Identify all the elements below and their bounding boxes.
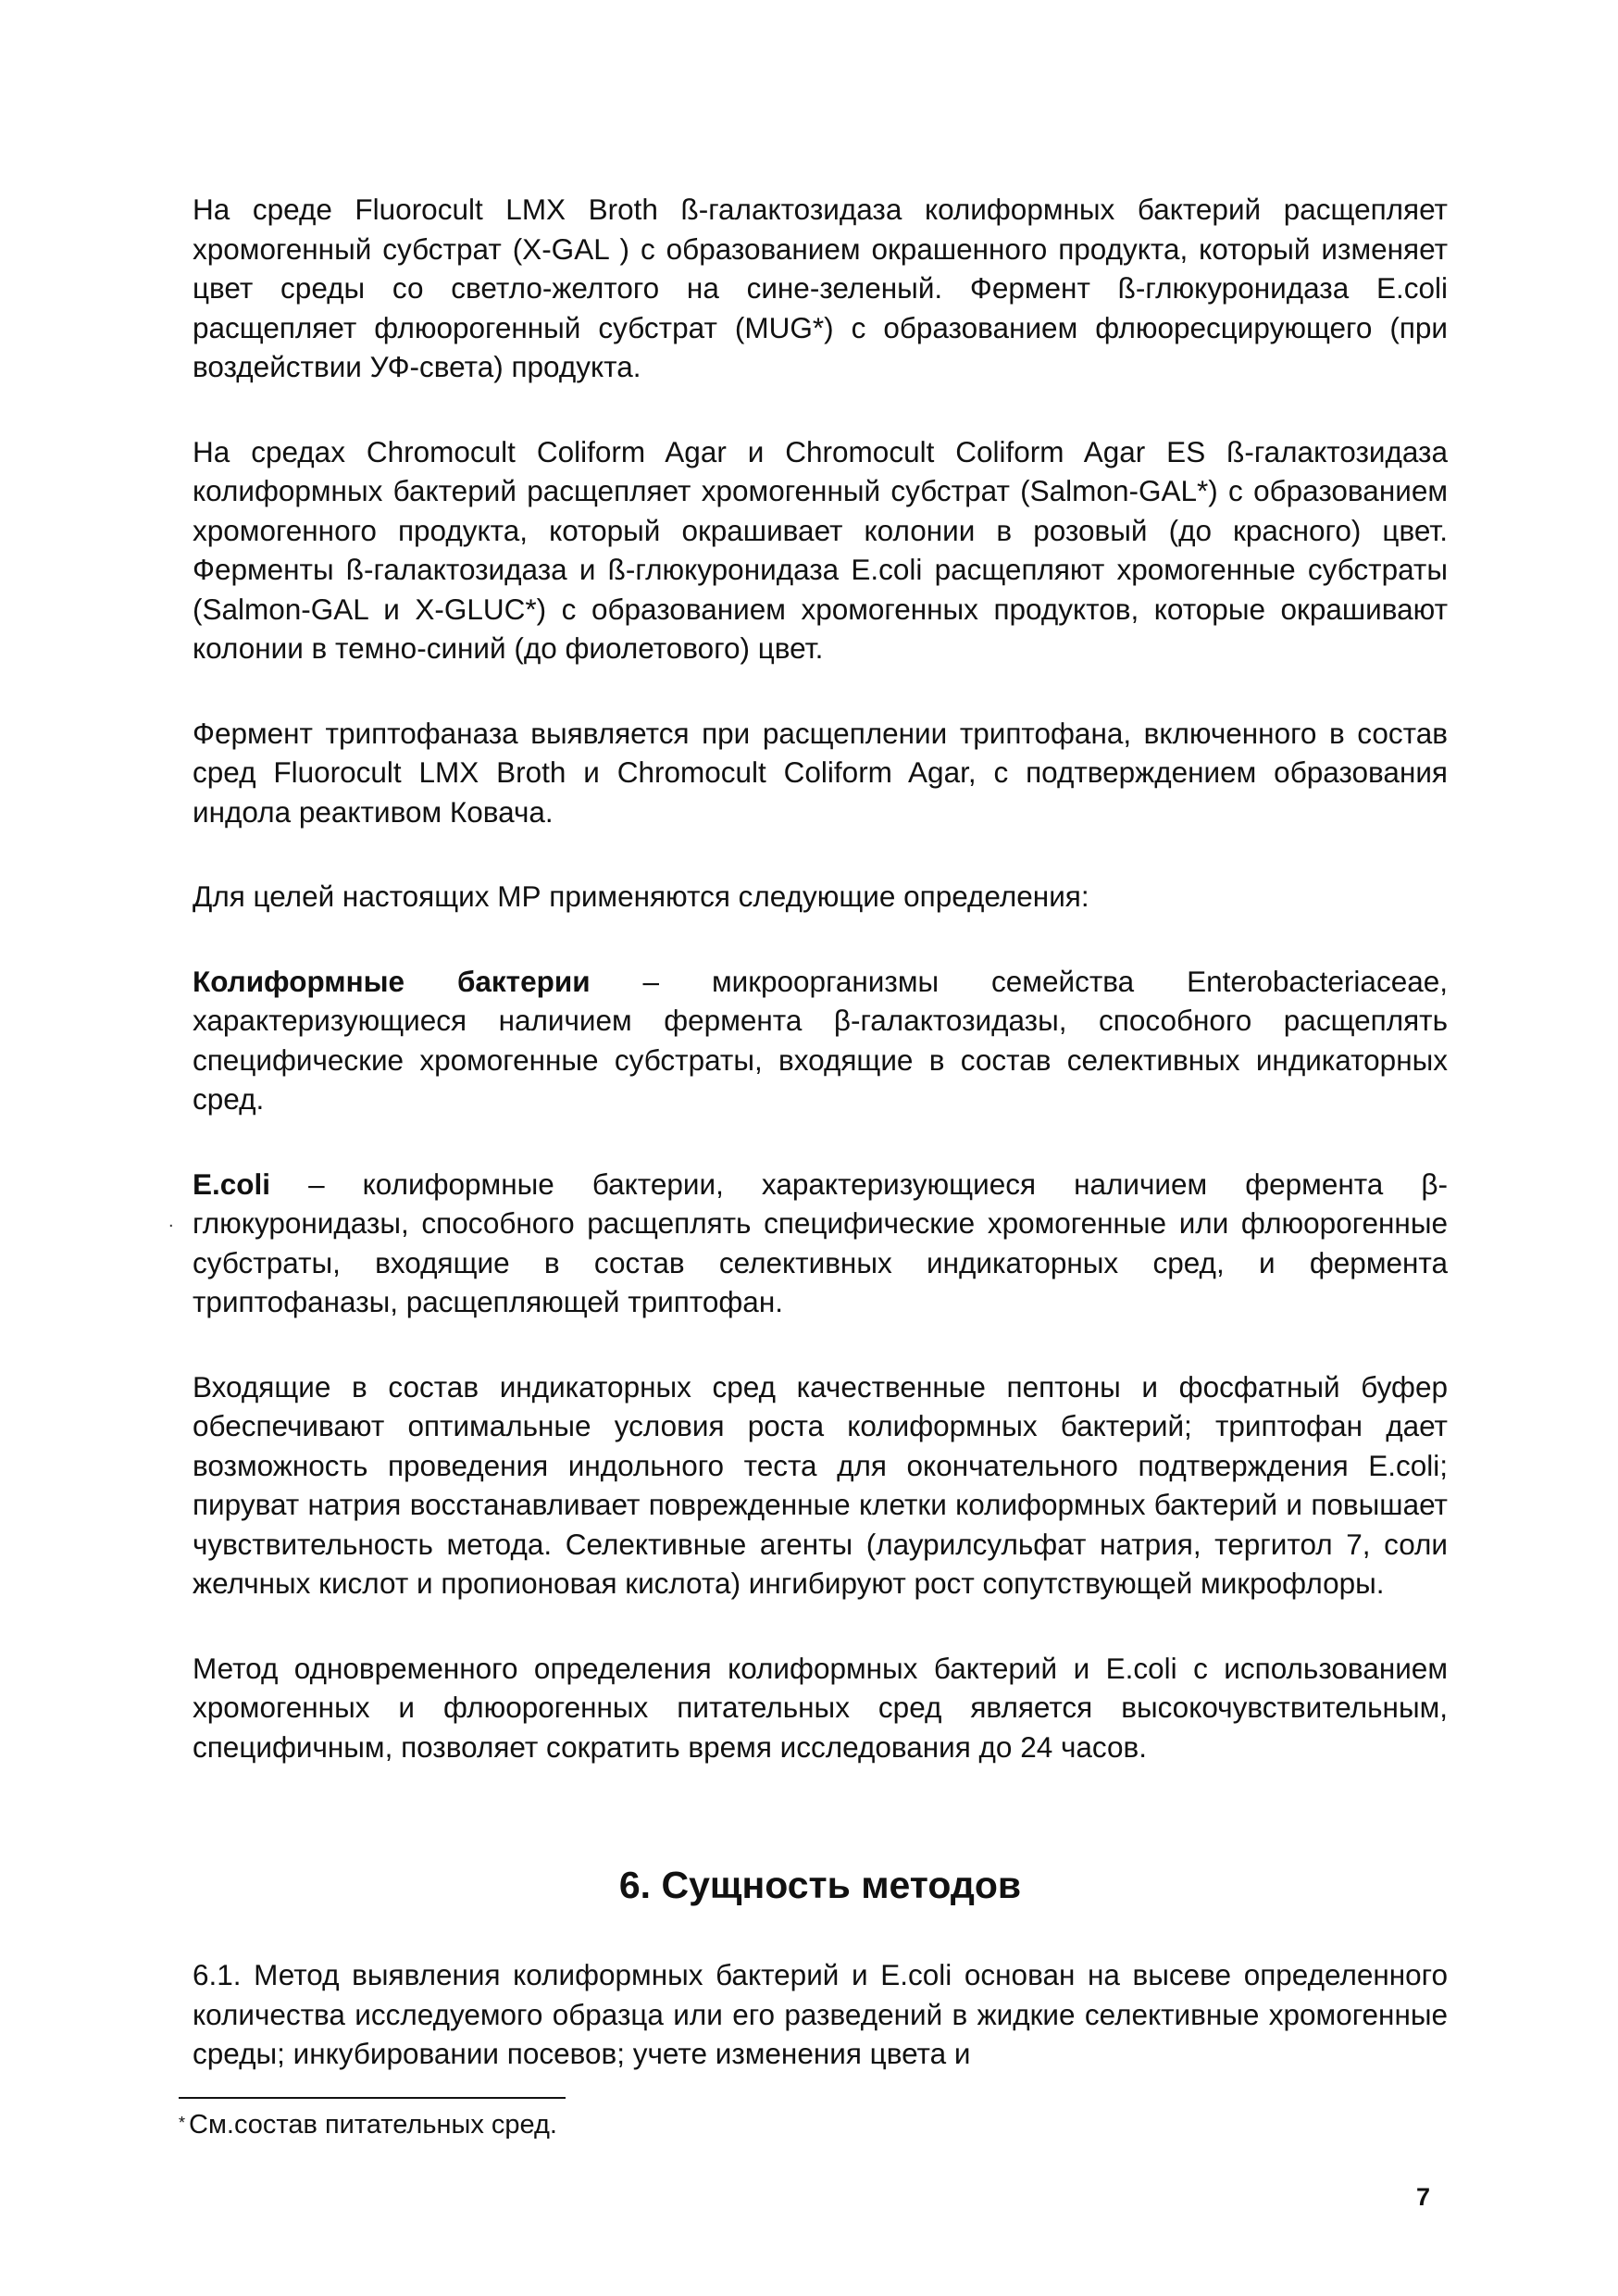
- section-paragraph: [193, 1955, 1448, 2074]
- paragraph-method-summary: [193, 1649, 1448, 1767]
- definition-ecoli: [193, 1165, 1448, 1322]
- paragraph-text: 6.1. Метод выявления колиформных бактерий и E.coli основан на высеве определенного количества исследуемого образца или его разведений в жидкие селективные хромогенные среды; инкубировании посевов; учете изменения цвета и: [193, 1958, 1448, 2070]
- paragraph-text: На среде Fluorocult LMX Broth ß-галактозидаза колиформных бактерий расщепляет хромогенный субстрат (X-GAL ) с образованием окрашенного продукта, который изменяет цвет среды со светло-желтого на сине-зеленый. Фермент ß-глюкуронидаза E.coli расщепляет флюорогенный субстрат (MUG*) с образованием флюоресцирующего (при воздействии УФ-света) продукта.: [193, 193, 1448, 383]
- footnote-divider: [179, 2097, 566, 2099]
- definition-coliform: [193, 962, 1448, 1119]
- definition-term: E.coli: [193, 1167, 271, 1201]
- paragraph-tryptophanase: [193, 714, 1448, 832]
- paragraph-text: Фермент триптофаназа выявляется при расщеплении триптофана, включенного в состав сред Fluorocult LMX Broth и Chromocult Coliform Agar, с подтверждением образования индола реактивом Ковача.: [193, 716, 1448, 829]
- margin-mark: .: [168, 1211, 174, 1231]
- definition-text: – колиформные бактерии, характеризующиеся наличием фермента β-глюкуронидазы, способного расщеплять специфические хромогенные или флюорогенные субстраты, входящие в состав селективных индикаторных сред, и фермента триптофаназы, расщепляющей триптофан.: [193, 1167, 1448, 1318]
- definition-text: – микроорганизмы семейства Enterobacteriaceae, характеризующиеся наличием фермента β-галактозидазы, способного расщеплять специфические хромогенные субстраты, входящие в состав селективных индикаторных сред.: [193, 964, 1449, 1116]
- paragraph-definitions-intro: [193, 877, 1448, 917]
- paragraph-text: Метод одновременного определения колиформных бактерий и E.coli с использованием хромогенных и флюорогенных питательных сред является высокочувствительным, специфичным, позволяет сократить время исследования до 24 часов.: [193, 1651, 1448, 1764]
- paragraph-fluorocult: [193, 190, 1448, 387]
- definition-term: Колиформные бактерии: [193, 964, 591, 998]
- paragraph-chromocult: [193, 432, 1448, 668]
- section-heading: 6. Сущность методов: [618, 1864, 1022, 1906]
- footnote: [179, 2108, 557, 2141]
- page-body: [193, 190, 1448, 2074]
- page-number: 7: [1416, 2183, 1431, 2211]
- paragraph-text: Входящие в состав индикаторных сред качественные пептоны и фосфатный буфер обеспечивают оптимальные условия роста колиформных бактерий; триптофан дает возможность проведения индольного теста для окончательного подтверждения E.coli; пируват натрия восстанавливает поврежденные клетки колиформных бактерий и повышает чувствительность метода. Селективные агенты (лаурилсульфат натрия, тергитол 7, соли желчных кислот и пропионовая кислота) ингибируют рост сопутствующей микрофлоры.: [193, 1369, 1448, 1600]
- footnote-marker: *: [179, 2114, 186, 2132]
- paragraph-text: На средах Chromocult Coliform Agar и Chromocult Coliform Agar ES ß-галактозидаза колиформных бактерий расщепляет хромогенный субстрат (Salmon-GAL*) с образованием хромогенного продукта, который окрашивает колонии в розовый (до красного) цвет. Ферменты ß-галактозидаза и ß-глюкуронидаза E.coli расщепляют хромогенные субстраты (Salmon-GAL и X-GLUC*) с образованием хромогенных продуктов, которые окрашивают колонии в темно-синий (до фиолетового) цвет.: [193, 434, 1448, 665]
- paragraph-text: Для целей настоящих МР применяются следующие определения:: [193, 880, 1089, 913]
- footnote-text: См.состав питательных сред.: [189, 2110, 557, 2140]
- paragraph-media-components: [193, 1367, 1448, 1603]
